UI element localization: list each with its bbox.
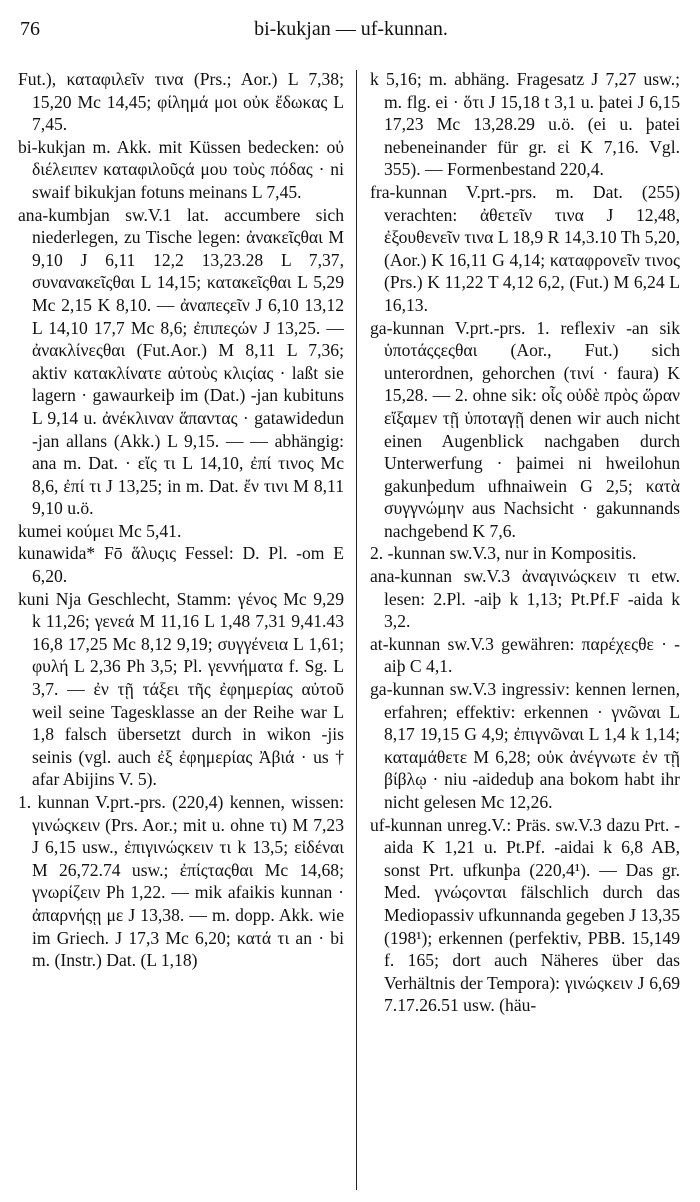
left-column	[18, 68, 344, 972]
entry-ana-kunnan: ana-kunnan sw.V.3 ἀναγινώςκειν τι etw. lesen: 2.Pl. -aiþ k 1,13; Pt.Pf.F -aida k 3,2.	[370, 566, 680, 632]
right-column	[370, 68, 680, 1017]
entry-faithilein-cont: Fut.), καταφιλεῖν τινα (Prs.; Aor.) L 7,38; 15,20 Mc 14,45; φίλημά μοι οὐκ ἔδωκας L 7,45.	[18, 69, 344, 135]
entry-kunnan-2: 2. -kunnan sw.V.3, nur in Kompositis.	[370, 543, 637, 564]
entry-kunnan-cont: k 5,16; m. abhäng. Fragesatz J 7,27 usw.; m. flg. ei · ὅτι J 15,18 t 3,1 u. þatei J 6,15 17,23 Mc 13,28.29 u.ö. (ei u. þatei nebeneinander für gr. εἰ K 7,16. Vgl. 355). — Formenbestand 220,4.	[370, 69, 680, 180]
entry-bi-kukjan: bi-kukjan m. Akk. mit Küssen bedecken: οὐ διέλειπεν καταφιλοῦςά μου τοὺς πόδας · ni swaif bikukjan fotuns meinans L 7,45.	[18, 136, 344, 202]
column-divider	[356, 70, 357, 1190]
entry-ga-kunnan-sw: ga-kunnan sw.V.3 ingressiv: kennen lernen, erfahren; effektiv: erkennen · γνῶναι L 8,17 19,15 G 4,9; ἐπιγνῶναι L 1,4 k 1,14; καταμάθετε M 6,28; οὐκ ἀνέγνωτε ἐν τῇ βίβλῳ · niu -aideduþ ana bokom habt ihr nicht gelesen Mc 12,26.	[370, 679, 680, 812]
entry-kunnan-1: 1. kunnan V.prt.-prs. (220,4) kennen, wissen: γινώςκειν (Prs. Aor.; mit u. ohne τι) M 7,23 J 6,15 usw., ἐπιγινώςκειν τι k 13,5; εἰδέναι M 26,72.74 usw.; ἐπίςταςθαι Mc 14,68; γνωρίζειν Ph 1,22. — mik afaikis kunnan · ἀπαρνήςῃ με J 13,38. — m. dopp. Akk. wie im Griech. J 17,3 Mc 6,20; κατά τι an · bi m. (Instr.) Dat. (L 1,18)	[18, 792, 344, 971]
page-header	[20, 18, 682, 48]
entry-ga-kunnan-prt: ga-kunnan V.prt.-prs. 1. reflexiv -an sik ὑποτάςςεςθαι (Aor., Fut.) sich unterordnen, gehorchen (τινί · faura) K 15,28. — 2. ohne sik: οἷς οὐδὲ πρὸς ὥραν εἴξαμεν τῇ ὑποταγῇ denen wir auch nicht einen Augenblick nachgaben durch Unterwerfung · þaimei ni hweilohun gakunþedum ufhnaiwein G 2,5; κατὰ συγγνώμην aus Nachsicht · gakunnands nachgebend K 7,6.	[370, 317, 680, 541]
entry-at-kunnan: at-kunnan sw.V.3 gewähren: παρέχεςθε · -aiþ C 4,1.	[370, 633, 680, 677]
entry-uf-kunnan: uf-kunnan unreg.V.: Präs. sw.V.3 dazu Prt. -aida K 1,21 u. Pt.Pf. -aidai k 6,8 AB, sonst Prt. ufkunþa (220,4¹). — Das gr. Med. γνώςονται fälschlich durch das Mediopassiv ufkunnanda gegeben J 13,35 (198¹); erkennen (perfektiv, PBB. 15,149 f. 165; dort auch Näheres über das Verhältnis der Tempora): γινώςκειν J 6,69 7.17.26.51 usw. (häu-	[370, 814, 680, 1016]
page-number: 76	[20, 18, 40, 40]
entry-kuni: kuni Nja Geschlecht, Stamm: γένος Mc 9,29 k 11,26; γενεά M 11,16 L 1,48 7,31 9,41.43 16,8 17,25 Mc 8,12 9,19; συγγένεια L 1,61; φυλή L 2,36 Ph 3,5; Pl. γεννήματα f. Sg. L 3,7. — ἐν τῇ τάξει τῆς ἐφημερίας αὐτοῦ weil seine Tagesklasse an der Reihe war L 1,8 falsch übersetzt durch in wikon -jis seinis (vgl. auch ἐξ ἐφημερίας Ἀβιά · us † afar Abijins V. 5).	[18, 588, 344, 790]
running-title: bi-kukjan — uf-kunnan.	[254, 18, 448, 40]
entry-ana-kumbjan: ana-kumbjan sw.V.1 lat. accumbere sich niederlegen, zu Tische legen: ἀνακεῖςθαι M 9,10 J 6,11 12,2 13,23.28 L 7,37, συνανακεῖςθαι L 14,15; κατακεῖςθαι L 5,29 Mc 2,15 K 8,10. — ἀναπεςεῖν J 6,10 13,12 L 14,10 17,7 Mc 8,6; ἐπιπεςών J 13,25. — ἀνακλίνεςθαι (Fut.Aor.) M 8,11 L 7,36; aktiv κατακλίνατε αὐτοὺς κλιςίας · laßt sie lagern · gawaurkeiþ im (Dat.) -jan kubituns L 9,14 u. ἀνέκλιναν ἅπαντας · gatawidedun -jan allans (Akk.) L 9,15. — — abhängig: ana m. Dat. · εἴς τι L 14,10, ἐπί τινος Mc 8,6, ἐπί τι J 13,25; in m. Dat. ἔν τινι M 8,11 9,10 u.ö.	[18, 204, 344, 519]
entry-fra-kunnan: fra-kunnan V.prt.-prs. m. Dat. (255) verachten: ἀθετεῖν τινα J 12,48, ἐξουθενεῖν τινα L 18,9 R 14,3.10 Th 5,20, (Aor.) K 16,11 G 4,14; καταφρονεῖν τινος (Prs.) K 11,22 T 4,12 6,2, (Fut.) M 6,24 L 16,13.	[370, 181, 680, 315]
entry-kumei: kumei κούμει Mc 5,41.	[18, 520, 182, 541]
entry-kunawida: kunawida* Fō ἅλυςις Fessel: D. Pl. -om E 6,20.	[18, 543, 344, 587]
